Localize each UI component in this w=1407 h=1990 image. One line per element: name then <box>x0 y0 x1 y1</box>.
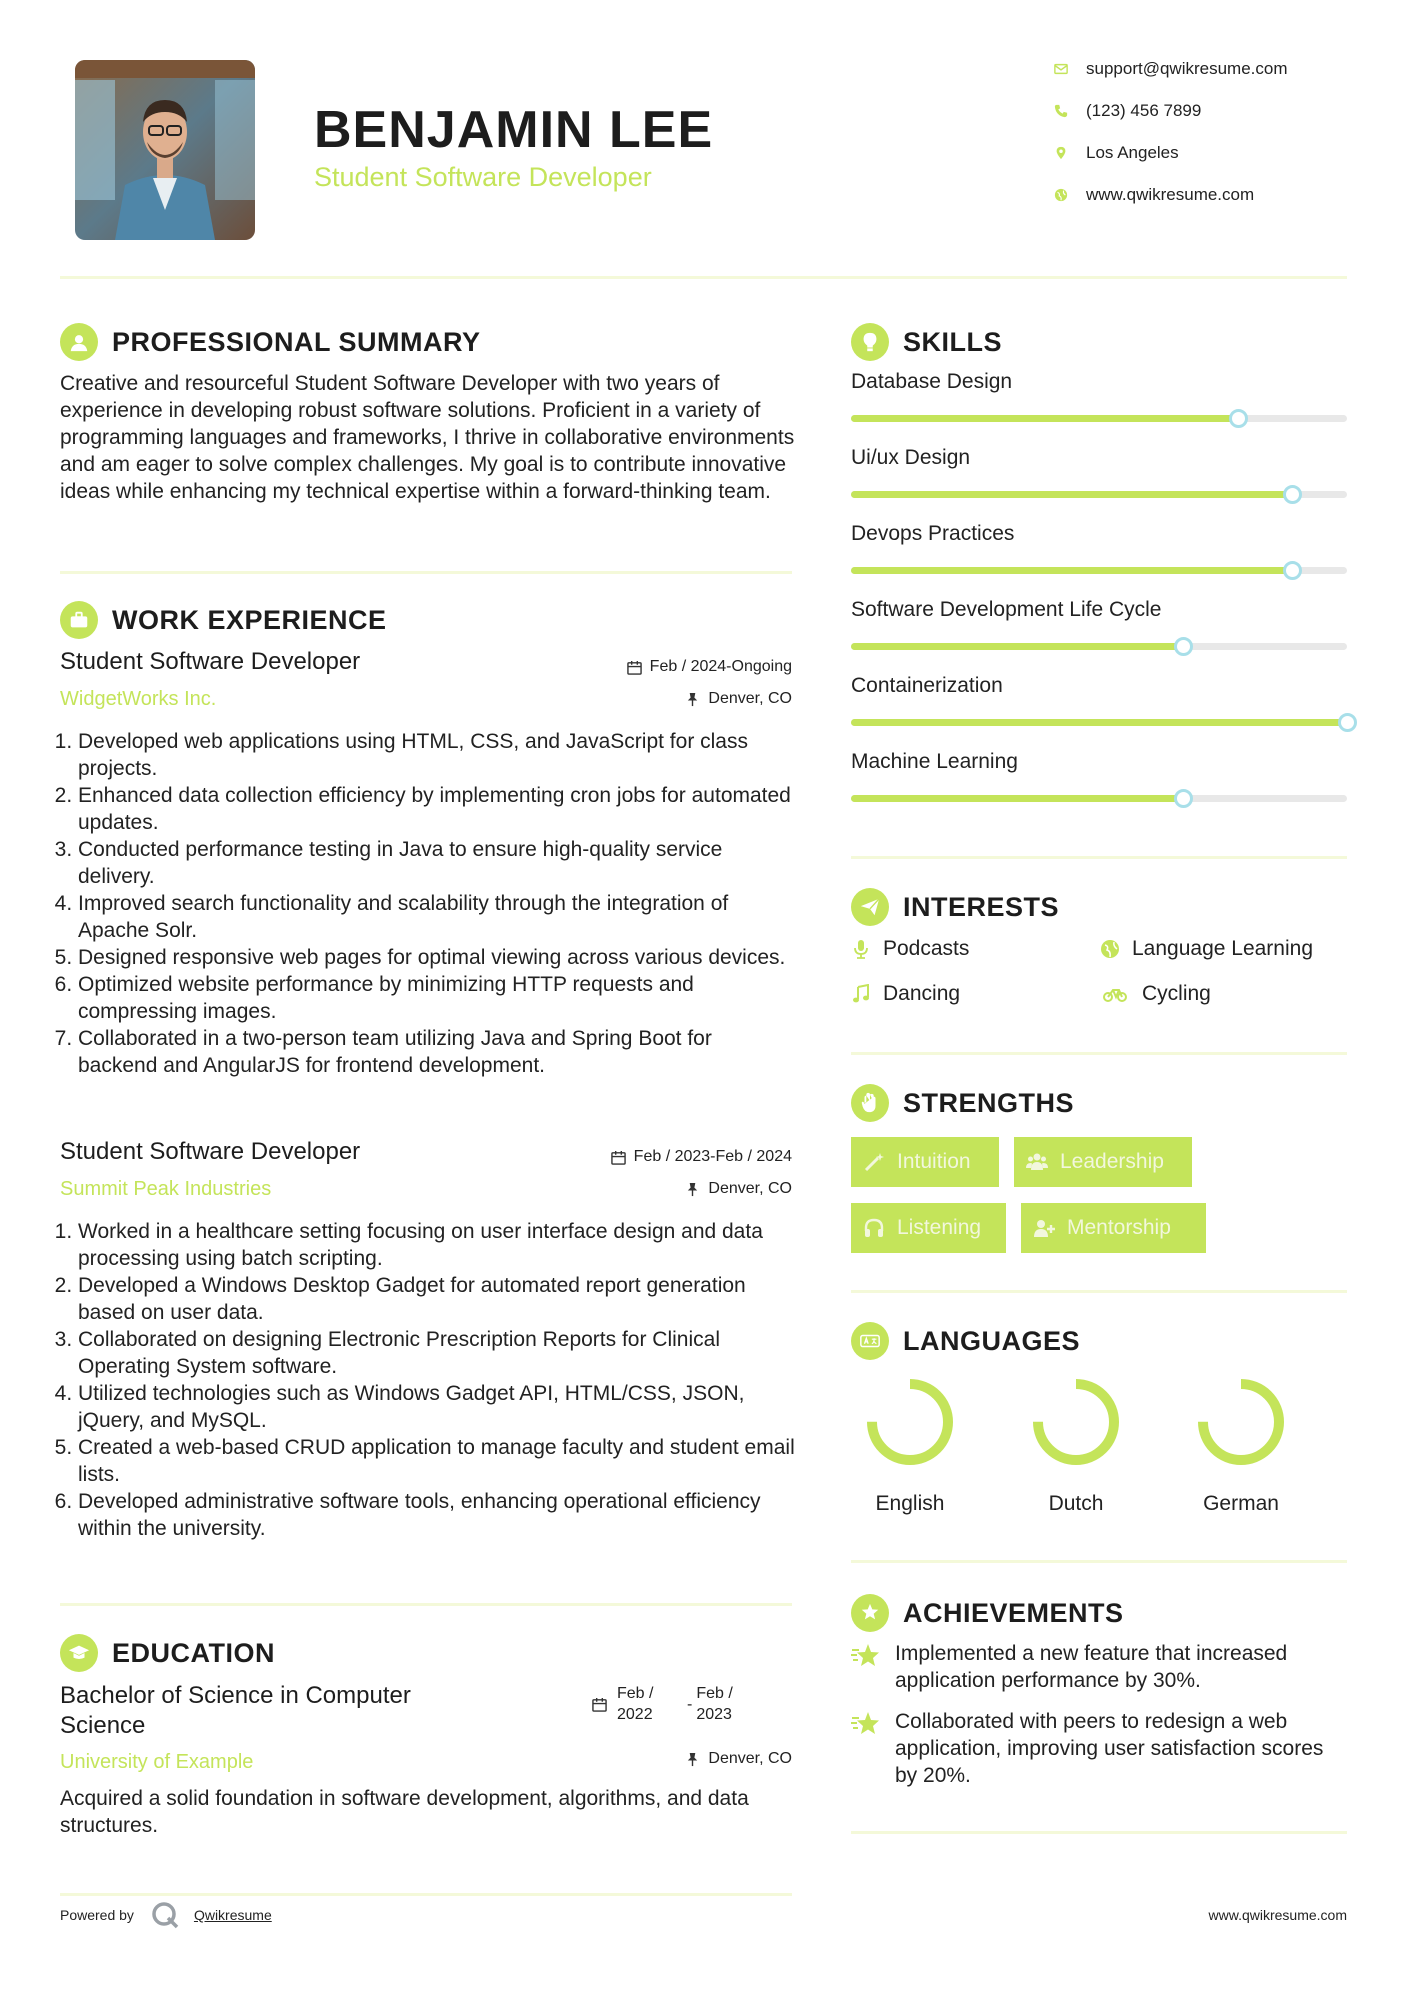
skill-bar-fill <box>851 643 1183 650</box>
microphone-icon <box>851 939 871 959</box>
list-item: 3. Collaborated on designing Electronic Prescription Reports for Clinical Operating System software. <box>78 1326 795 1380</box>
bicycle-icon <box>1100 984 1130 1004</box>
strength-label: Leadership <box>1060 1150 1164 1173</box>
pushpin-icon <box>685 1182 700 1197</box>
calendar-icon <box>592 1697 607 1712</box>
job-2-date <box>560 1148 792 1166</box>
education-location <box>560 1750 792 1768</box>
job-1-location-text: Denver, CO <box>708 690 792 707</box>
strength-label: Mentorship <box>1067 1216 1171 1239</box>
trophy-icon <box>851 1594 889 1632</box>
education-heading <box>60 1634 275 1672</box>
headphones-icon <box>863 1217 885 1239</box>
achievement-item <box>851 1640 1347 1694</box>
list-item: 4. Improved search functionality and scalability through the integration of Apache Solr. <box>78 890 795 944</box>
header-divider <box>60 276 1347 279</box>
languages-heading <box>851 1322 1080 1360</box>
skills-divider <box>851 856 1347 859</box>
work-heading <box>60 601 387 639</box>
user-plus-icon <box>1033 1217 1055 1239</box>
paper-plane-icon <box>851 888 889 926</box>
contact-location <box>1052 143 1179 163</box>
interest-language-learning <box>1100 937 1313 961</box>
language-ring <box>1194 1375 1288 1469</box>
education-date-end: Feb / 2023 <box>696 1685 733 1723</box>
qwikresume-logo-icon <box>150 1900 180 1930</box>
list-item: 3. Conducted performance testing in Java to ensure high-quality service delivery. <box>78 836 795 890</box>
summary-text: Creative and resourceful Student Software Developer with two years of experience in developing robust software solutions. Proficient in a variety of programming languages and frameworks, I thrive in collaborative environments and am eager to solve complex challenges. My goal is to contribute innovative ideas while enhancing my technical expertise within a forward-thinking team. <box>60 372 795 503</box>
strengths-heading-text: STRENGTHS <box>903 1087 1075 1118</box>
job-2-title: Student Software Developer <box>60 1138 361 1165</box>
skill-bar-track <box>851 719 1347 726</box>
achievements-heading-text: ACHIEVEMENTS <box>903 1597 1124 1628</box>
job-1-date <box>560 658 792 676</box>
skills-heading <box>851 323 1002 361</box>
strengths-heading <box>851 1084 1074 1122</box>
music-note-icon <box>851 984 871 1004</box>
work-divider <box>60 1603 792 1606</box>
list-item: 1. Developed web applications using HTML, CSS, and JavaScript for class projects. <box>78 728 795 782</box>
interest-label: Language Learning <box>1132 937 1314 960</box>
skill-bar-track <box>851 415 1347 422</box>
email-icon <box>1052 60 1070 78</box>
skill-label: Software Development Life Cycle <box>851 598 1162 621</box>
strength-listening <box>851 1203 1006 1253</box>
briefcase-icon <box>60 601 98 639</box>
footer-powered-by-text: Powered by <box>60 1907 134 1923</box>
skill-bar-track <box>851 491 1347 498</box>
summary-divider <box>60 571 792 574</box>
strength-mentorship <box>1021 1203 1206 1253</box>
location-pin-icon <box>1052 144 1070 162</box>
footer-powered-by <box>60 1900 272 1930</box>
skill-bar-knob <box>1229 409 1248 428</box>
work-heading-text: WORK EXPERIENCE <box>112 604 387 635</box>
skill-bar-knob <box>1283 485 1302 504</box>
strengths-divider <box>851 1290 1347 1293</box>
skill-bar-track <box>851 795 1347 802</box>
achievements-heading <box>851 1594 1124 1632</box>
job-2-company: Summit Peak Industries <box>60 1178 272 1200</box>
interests-heading <box>851 888 1059 926</box>
language-ring <box>863 1375 957 1469</box>
interest-label: Dancing <box>883 982 961 1005</box>
skill-bar-knob <box>1338 713 1357 732</box>
graduation-cap-icon <box>60 1634 98 1672</box>
language-item <box>1181 1375 1301 1516</box>
education-heading-text: EDUCATION <box>112 1637 275 1668</box>
profile-photo <box>75 60 255 240</box>
pushpin-icon <box>685 1752 700 1767</box>
magic-wand-icon <box>863 1151 885 1173</box>
footer-url[interactable]: www.qwikresume.com <box>1208 1907 1347 1923</box>
language-item <box>850 1375 970 1516</box>
achievement-text: Collaborated with peers to redesign a web application, improving user satisfaction scores by 20%. <box>895 1710 1324 1787</box>
languages-divider <box>851 1560 1347 1563</box>
job-1-bullets <box>60 728 795 1079</box>
contact-location-text: Los Angeles <box>1086 143 1179 162</box>
lightbulb-icon <box>851 323 889 361</box>
education-location-text: Denver, CO <box>708 1750 792 1767</box>
language-label: English <box>875 1492 945 1515</box>
strength-label: Listening <box>897 1216 982 1239</box>
language-ring-arc <box>872 1384 948 1460</box>
skill-label: Database Design <box>851 370 1013 393</box>
language-ring-arc <box>1203 1384 1279 1460</box>
job-1-title: Student Software Developer <box>60 648 361 675</box>
list-item: 2. Enhanced data collection efficiency by implementing cron jobs for automated updates. <box>78 782 795 836</box>
footer-brand-link[interactable]: Qwikresume <box>193 1907 272 1923</box>
list-item: 5. Created a web-based CRUD application to manage faculty and student email lists. <box>78 1434 795 1488</box>
language-item <box>1016 1375 1136 1516</box>
skill-bar-knob <box>1283 561 1302 580</box>
job-2-bullets <box>60 1218 795 1542</box>
interests-heading-text: INTERESTS <box>903 891 1060 922</box>
skill-bar-track <box>851 567 1347 574</box>
skill-bar-fill <box>851 567 1292 574</box>
interest-podcasts <box>851 937 969 961</box>
candidate-name: BENJAMIN LEE <box>314 101 714 159</box>
job-1-date-text: Feb / 2024-Ongoing <box>649 658 792 675</box>
star-trophy-icon <box>851 1642 881 1670</box>
skill-label: Containerization <box>851 674 1003 697</box>
contact-website[interactable] <box>1052 185 1254 205</box>
interest-label: Cycling <box>1142 982 1211 1005</box>
skill-label: Devops Practices <box>851 522 1015 545</box>
language-label: German <box>1203 1492 1279 1515</box>
job-1-company: WidgetWorks Inc. <box>60 688 217 710</box>
list-item: 6. Developed administrative software tools, enhancing operational efficiency within the university. <box>78 1488 795 1542</box>
job-2-location-text: Denver, CO <box>708 1180 792 1197</box>
job-2-location <box>560 1180 792 1198</box>
skills-heading-text: SKILLS <box>903 326 1003 357</box>
list-item: 7. Collaborated in a two-person team utilizing Java and Spring Boot for backend and AngularJS for frontend development. <box>78 1025 795 1079</box>
job-1-location <box>560 690 792 708</box>
language-icon <box>851 1322 889 1360</box>
skill-bar-knob <box>1174 789 1193 808</box>
achievements-divider <box>851 1831 1347 1834</box>
education-dates: Feb / 2022 - Feb / 2023 <box>592 1683 744 1725</box>
language-label: Dutch <box>1048 1492 1104 1515</box>
list-item: 4. Utilized technologies such as Windows Gadget API, HTML/CSS, JSON, jQuery, and MySQL. <box>78 1380 795 1434</box>
skill-bar-fill <box>851 795 1183 802</box>
pushpin-icon <box>685 692 700 707</box>
user-icon <box>60 323 98 361</box>
languages-heading-text: LANGUAGES <box>903 1325 1081 1356</box>
strength-leadership <box>1014 1137 1192 1187</box>
contact-phone[interactable] <box>1052 101 1201 121</box>
hand-icon <box>851 1084 889 1122</box>
contact-phone-text: (123) 456 7899 <box>1086 101 1202 120</box>
strength-intuition <box>851 1137 999 1187</box>
skill-bar-fill <box>851 719 1347 726</box>
globe-icon <box>1052 186 1070 204</box>
skill-bar-fill <box>851 415 1238 422</box>
summary-heading-text: PROFESSIONAL SUMMARY <box>112 326 481 357</box>
globe-icon <box>1100 939 1120 959</box>
group-icon <box>1026 1151 1048 1173</box>
contact-website-text: www.qwikresume.com <box>1086 185 1255 204</box>
summary-heading <box>60 323 481 361</box>
achievement-text: Implemented a new feature that increased application performance by 30%. <box>895 1642 1288 1692</box>
skill-label: Machine Learning <box>851 750 1018 773</box>
education-date-start: Feb / 2022 <box>617 1685 654 1723</box>
education-degree: Bachelor of Science in Computer Science <box>60 1682 411 1739</box>
language-ring-arc <box>1038 1384 1114 1460</box>
phone-icon <box>1052 102 1070 120</box>
skill-label: Ui/ux Design <box>851 446 971 469</box>
calendar-icon <box>611 1150 626 1165</box>
education-description: Acquired a solid foundation in software development, algorithms, and data structures. <box>60 1787 749 1837</box>
strength-label: Intuition <box>897 1150 971 1173</box>
star-trophy-icon <box>851 1710 881 1738</box>
interest-dancing <box>851 982 960 1006</box>
job-2-date-text: Feb / 2023-Feb / 2024 <box>633 1148 792 1165</box>
interests-divider <box>851 1052 1347 1055</box>
calendar-icon <box>627 660 642 675</box>
skill-bar-track <box>851 643 1347 650</box>
skill-bar-knob <box>1174 637 1193 656</box>
contact-email[interactable] <box>1052 59 1288 79</box>
interest-label: Podcasts <box>883 937 970 960</box>
footer-divider <box>60 1893 792 1896</box>
candidate-title: Student Software Developer <box>314 162 652 192</box>
list-item: 1. Worked in a healthcare setting focusing on user interface design and data processing using batch scripting. <box>78 1218 795 1272</box>
interest-cycling <box>1100 982 1211 1006</box>
achievement-item <box>851 1708 1347 1789</box>
education-school: University of Example <box>60 1751 254 1773</box>
contact-email-text: support@qwikresume.com <box>1086 59 1288 78</box>
skill-bar-fill <box>851 491 1292 498</box>
list-item: 2. Developed a Windows Desktop Gadget for automated report generation based on user data. <box>78 1272 795 1326</box>
list-item: 5. Designed responsive web pages for optimal viewing across various devices. <box>78 944 795 971</box>
language-ring <box>1029 1375 1123 1469</box>
list-item: 6. Optimized website performance by minimizing HTTP requests and compressing images. <box>78 971 795 1025</box>
